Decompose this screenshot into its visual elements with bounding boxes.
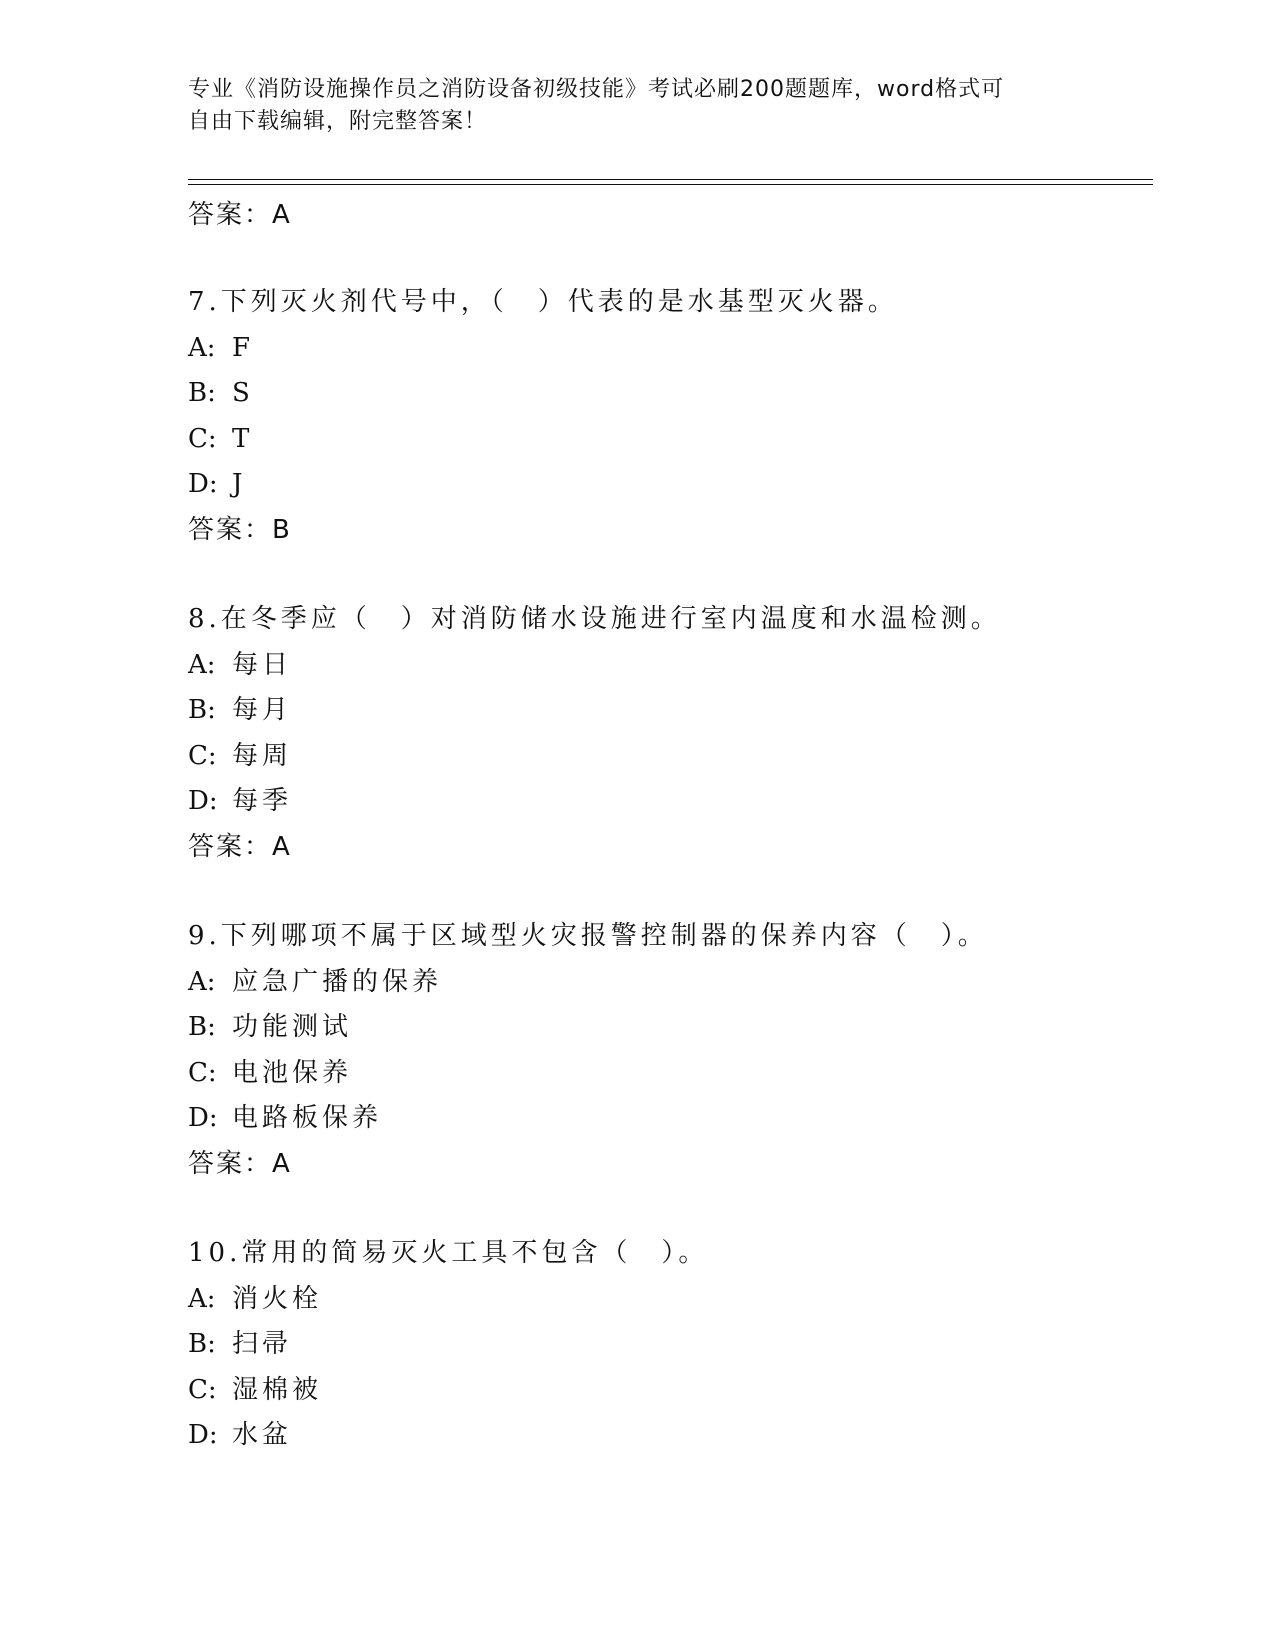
question-7	[188, 280, 1188, 553]
option-b	[188, 1005, 1188, 1051]
document-header	[188, 74, 1088, 138]
question-stem: 8.在冬季应（ ）对消防储水设施进行室内温度和水温检测。	[188, 604, 1001, 634]
option-letter: D:	[188, 1103, 218, 1133]
option-text: 每季	[232, 786, 293, 816]
header-divider-bottom	[188, 184, 1153, 185]
option-text: 每周	[232, 740, 293, 771]
option-d	[188, 1413, 1188, 1459]
option-letter: D:	[188, 1420, 218, 1450]
option-text: 湿棉被	[232, 1374, 323, 1405]
option-letter: A:	[188, 966, 216, 997]
option-letter: C:	[188, 1057, 217, 1088]
option-c	[188, 1368, 1188, 1414]
option-letter: B:	[188, 1329, 216, 1359]
option-a	[188, 960, 1188, 1006]
option-d	[188, 1096, 1188, 1142]
header-line-2: 自由下载编辑，附完整答案！	[188, 109, 488, 134]
question-10	[188, 1231, 1188, 1459]
option-b	[188, 688, 1188, 734]
question-list	[188, 280, 1188, 1503]
option-text: 扫帚	[232, 1329, 293, 1359]
answer: 答案：B	[188, 514, 292, 545]
option-letter: C:	[188, 1374, 217, 1405]
question-stem: 7.下列灭火剂代号中，（ ）代表的是水基型灭火器。	[188, 287, 898, 317]
answer: 答案：A	[188, 1148, 292, 1179]
option-letter: A:	[188, 649, 216, 680]
answer: 答案：A	[188, 831, 292, 862]
option-d	[188, 462, 1188, 508]
option-text: 消火栓	[232, 1283, 323, 1314]
option-text: 水盆	[232, 1420, 293, 1450]
option-d	[188, 779, 1188, 825]
option-c	[188, 417, 1188, 463]
header-line-1: 专业《消防设施操作员之消防设备初级技能》考试必刷200题题库，word格式可	[188, 77, 1005, 102]
option-text: T	[232, 423, 254, 454]
option-text: F	[232, 332, 255, 363]
option-b	[188, 371, 1188, 417]
option-text: J	[232, 469, 247, 499]
option-text: 每月	[232, 695, 293, 725]
header-divider-top	[188, 179, 1153, 180]
question-stem: 10.常用的简易灭火工具不包含（ ）。	[188, 1238, 709, 1268]
option-letter: A:	[188, 1283, 216, 1314]
option-letter: B:	[188, 1012, 216, 1042]
option-letter: D:	[188, 469, 218, 499]
option-text: 电路板保养	[232, 1103, 383, 1133]
option-text: 每日	[232, 649, 293, 680]
option-c	[188, 1051, 1188, 1097]
option-letter: B:	[188, 378, 216, 408]
option-letter: C:	[188, 740, 217, 771]
option-a	[188, 1277, 1188, 1323]
option-a	[188, 643, 1188, 689]
option-text: S	[232, 378, 254, 408]
option-text: 电池保养	[232, 1057, 353, 1088]
option-a	[188, 326, 1188, 372]
option-text: 应急广播的保养	[232, 966, 443, 997]
question-stem: 9.下列哪项不属于区域型火灾报警控制器的保养内容（ ）。	[188, 921, 988, 951]
option-text: 功能测试	[232, 1012, 353, 1042]
option-letter: B:	[188, 695, 216, 725]
option-c	[188, 734, 1188, 780]
option-b	[188, 1322, 1188, 1368]
option-letter: C:	[188, 423, 217, 454]
question-9	[188, 914, 1188, 1187]
answer-question-6: 答案：A	[188, 200, 292, 230]
option-letter: D:	[188, 786, 218, 816]
option-letter: A:	[188, 332, 216, 363]
question-8	[188, 597, 1188, 870]
